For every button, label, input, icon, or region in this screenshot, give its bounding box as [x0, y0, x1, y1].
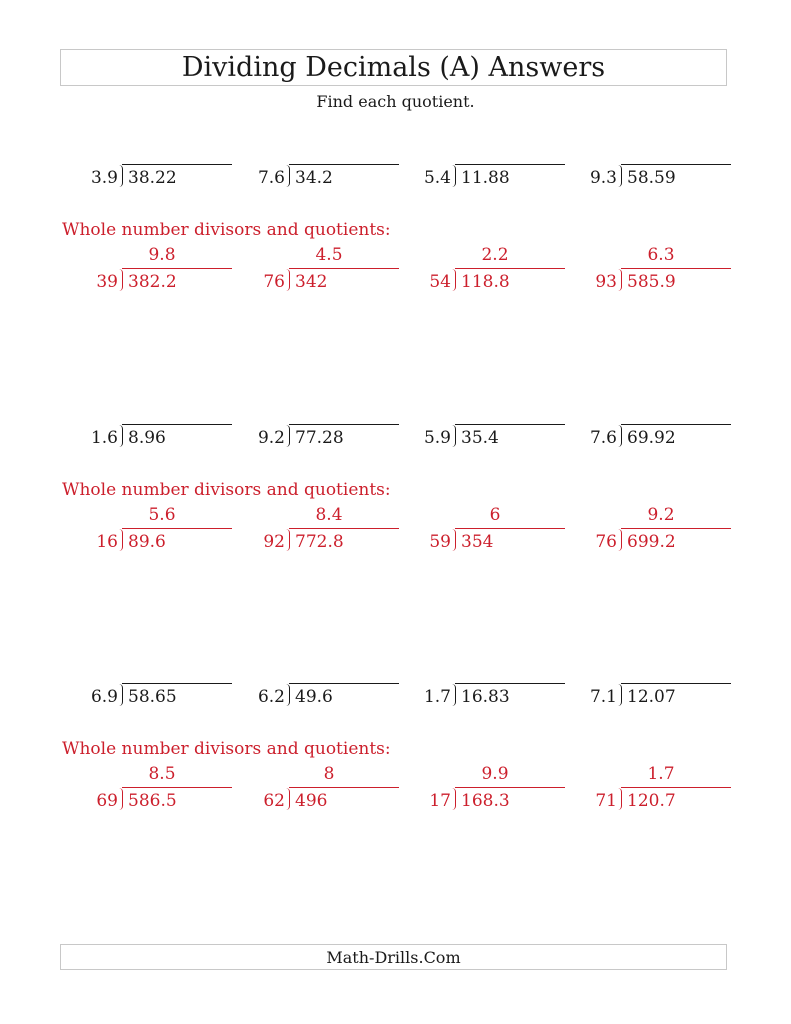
dividend: 38.22: [128, 168, 177, 188]
division-bracket: [452, 529, 456, 551]
vinculum-bar: [455, 528, 565, 529]
division-bracket: [119, 425, 123, 447]
division-bracket: [286, 788, 290, 810]
title-box: [60, 49, 727, 86]
vinculum-bar: [122, 424, 232, 425]
dividend: 77.28: [295, 428, 344, 448]
divisor: 76: [595, 532, 617, 552]
vinculum-bar: [289, 528, 399, 529]
divisor: 92: [263, 532, 285, 552]
dividend: 699.2: [627, 532, 676, 552]
vinculum-bar: [621, 683, 731, 684]
division-bracket: [618, 425, 622, 447]
divisor: 7.6: [589, 428, 617, 448]
vinculum-bar: [455, 683, 565, 684]
vinculum-bar: [455, 424, 565, 425]
vinculum-bar: [455, 787, 565, 788]
vinculum-bar: [122, 787, 232, 788]
dividend: 354: [461, 532, 494, 552]
division-bracket: [119, 269, 123, 291]
footer-box: [60, 944, 727, 970]
divisor: 16: [96, 532, 118, 552]
divisor: 39: [96, 272, 118, 292]
footer-text: Math-Drills.Com: [326, 947, 461, 967]
dividend: 342: [295, 272, 328, 292]
division-bracket: [286, 529, 290, 551]
quotient: 5.6: [148, 505, 176, 525]
division-bracket: [618, 788, 622, 810]
quotient: 4.5: [315, 245, 343, 265]
dividend: 16.83: [461, 687, 510, 707]
divisor: 76: [263, 272, 285, 292]
dividend: 49.6: [295, 687, 333, 707]
division-bracket: [119, 529, 123, 551]
division-bracket: [618, 269, 622, 291]
division-bracket: [286, 425, 290, 447]
vinculum-bar: [455, 164, 565, 165]
dividend: 89.6: [128, 532, 166, 552]
division-bracket: [286, 165, 290, 187]
dividend: 585.9: [627, 272, 676, 292]
vinculum-bar: [621, 787, 731, 788]
quotient: 6.3: [647, 245, 675, 265]
dividend: 58.65: [128, 687, 177, 707]
page-title: Dividing Decimals (A) Answers: [181, 52, 606, 83]
dividend: 34.2: [295, 168, 333, 188]
divisor: 9.3: [589, 168, 617, 188]
problem-set: [0, 160, 791, 400]
dividend: 11.88: [461, 168, 510, 188]
vinculum-bar: [122, 528, 232, 529]
vinculum-bar: [122, 683, 232, 684]
division-bracket: [452, 425, 456, 447]
division-bracket: [618, 684, 622, 706]
divisor: 6.2: [257, 687, 285, 707]
dividend: 118.8: [461, 272, 510, 292]
divisor: 17: [429, 791, 451, 811]
divisor: 9.2: [257, 428, 285, 448]
divisor: 5.4: [423, 168, 451, 188]
divisor: 6.9: [90, 687, 118, 707]
instructions: Find each quotient.: [316, 92, 475, 111]
dividend: 8.96: [128, 428, 166, 448]
vinculum-bar: [621, 164, 731, 165]
vinculum-bar: [621, 424, 731, 425]
vinculum-bar: [621, 268, 731, 269]
vinculum-bar: [455, 268, 565, 269]
whole-number-label: Whole number divisors and quotients:: [62, 739, 391, 759]
quotient: 9.9: [481, 764, 509, 784]
division-bracket: [618, 165, 622, 187]
vinculum-bar: [289, 164, 399, 165]
quotient: 8.5: [148, 764, 176, 784]
dividend: 120.7: [627, 791, 676, 811]
divisor: 1.6: [90, 428, 118, 448]
dividend: 168.3: [461, 791, 510, 811]
division-bracket: [286, 684, 290, 706]
vinculum-bar: [289, 268, 399, 269]
divisor: 93: [595, 272, 617, 292]
divisor: 5.9: [423, 428, 451, 448]
vinculum-bar: [289, 424, 399, 425]
divisor: 3.9: [90, 168, 118, 188]
dividend: 69.92: [627, 428, 676, 448]
divisor: 1.7: [423, 687, 451, 707]
vinculum-bar: [122, 164, 232, 165]
vinculum-bar: [621, 528, 731, 529]
division-bracket: [286, 269, 290, 291]
dividend: 382.2: [128, 272, 177, 292]
division-bracket: [618, 529, 622, 551]
division-bracket: [452, 269, 456, 291]
division-bracket: [119, 684, 123, 706]
quotient: 9.2: [647, 505, 675, 525]
vinculum-bar: [289, 683, 399, 684]
divisor: 7.6: [257, 168, 285, 188]
dividend: 586.5: [128, 791, 177, 811]
vinculum-bar: [122, 268, 232, 269]
divisor: 69: [96, 791, 118, 811]
quotient: 2.2: [481, 245, 509, 265]
quotient: 9.8: [148, 245, 176, 265]
dividend: 12.07: [627, 687, 676, 707]
division-bracket: [452, 684, 456, 706]
divisor: 54: [429, 272, 451, 292]
quotient: 8: [323, 764, 335, 784]
division-bracket: [119, 165, 123, 187]
divisor: 62: [263, 791, 285, 811]
divisor: 7.1: [589, 687, 617, 707]
problem-set: [0, 679, 791, 919]
problem-set: [0, 420, 791, 660]
division-bracket: [452, 788, 456, 810]
divisor: 71: [595, 791, 617, 811]
divisor: 59: [429, 532, 451, 552]
vinculum-bar: [289, 787, 399, 788]
dividend: 58.59: [627, 168, 676, 188]
quotient: 6: [489, 505, 501, 525]
dividend: 772.8: [295, 532, 344, 552]
whole-number-label: Whole number divisors and quotients:: [62, 480, 391, 500]
quotient: 1.7: [647, 764, 675, 784]
quotient: 8.4: [315, 505, 343, 525]
division-bracket: [452, 165, 456, 187]
division-bracket: [119, 788, 123, 810]
whole-number-label: Whole number divisors and quotients:: [62, 220, 391, 240]
dividend: 35.4: [461, 428, 499, 448]
dividend: 496: [295, 791, 328, 811]
